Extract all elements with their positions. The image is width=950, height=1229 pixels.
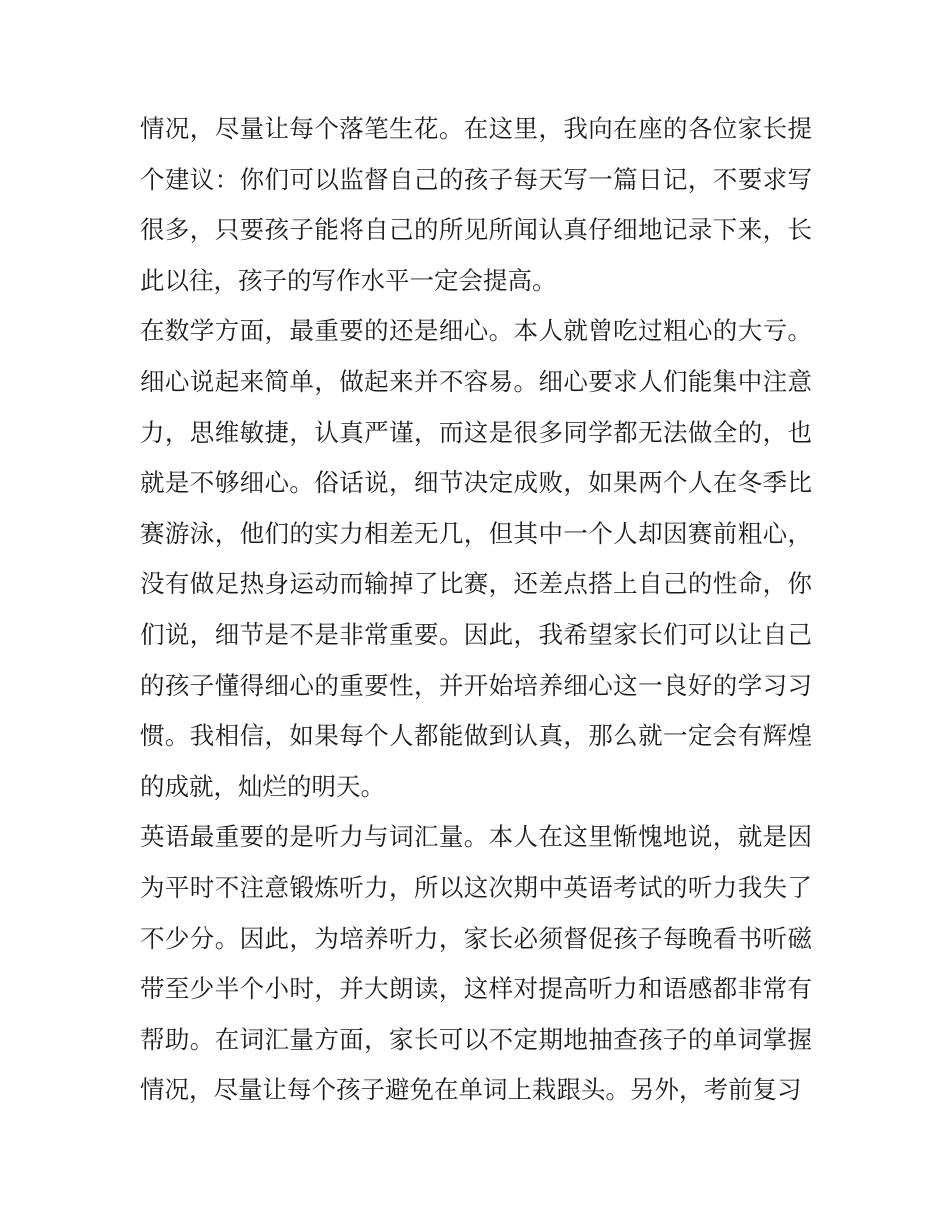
paragraph-english: 英语最重要的是听力与词汇量。本人在这里惭愧地说，就是因为平时不注意锻炼听力，所以这次期中英语考试的听力我失了不少分。因此，为培养听力，家长必须督促孩子每晚看书听磁带至少半个小时，并大朗读，这样对提高听力和语感都非常有帮助。在词汇量方面，家长可以不定期地抽查孩子的单词掌握情况，尽量让每个孩子避免在单词上栽跟头。另外，考前复习 xyxy=(140,822,812,1105)
paragraph-writing: 情况，尽量让每个落笔生花。在这里，我向在座的各位家长提个建议：你们可以监督自己的孩子每天写一篇日记，不要求写很多，只要孩子能将自己的所见所闻认真仔细地记录下来，长此以往，孩子的写作水平一定会提高。 xyxy=(140,114,812,295)
document-body xyxy=(140,104,812,1116)
paragraph-math: 在数学方面，最重要的还是细心。本人就曾吃过粗心的大亏。细心说起来简单，做起来并不容易。细心要求人们能集中注意力，思维敏捷，认真严谨，而这是很多同学都无法做全的，也就是不够细心。俗话说，细节决定成败，如果两个人在冬季比赛游泳，他们的实力相差无几，但其中一个人却因赛前粗心，没有做足热身运动而输掉了比赛，还差点搭上自己的性命，你们说，细节是不是非常重要。因此，我希望家长们可以让自己的孩子懂得细心的重要性，并开始培养细心这一良好的学习习惯。我相信，如果每个人都能做到认真，那么就一定会有辉煌的成就，灿烂的明天。 xyxy=(140,316,812,801)
